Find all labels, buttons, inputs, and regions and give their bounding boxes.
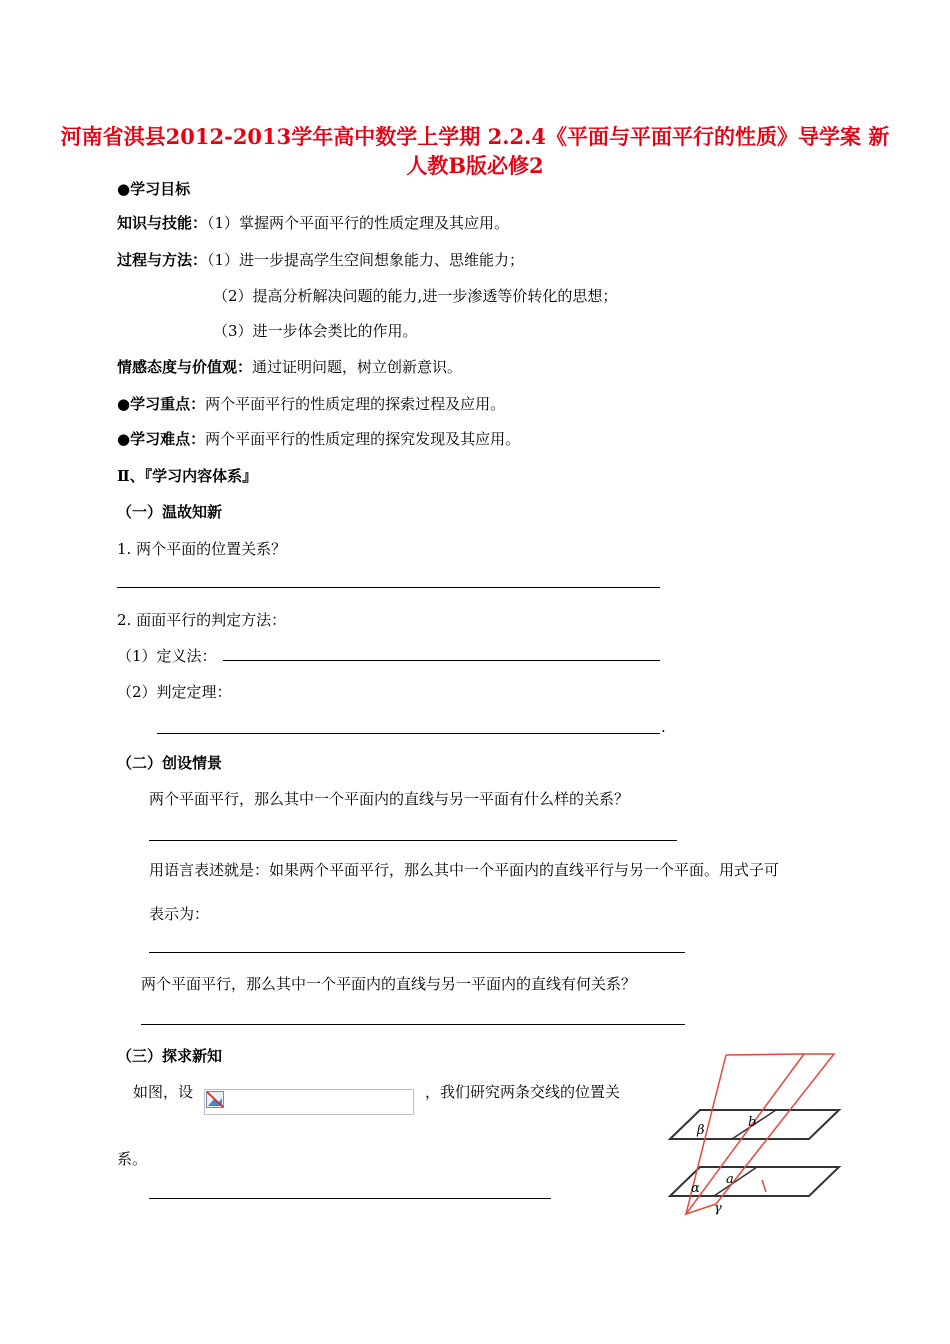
end-period: . [661, 718, 666, 736]
label-beta: β [697, 1123, 705, 1138]
knowledge-text: （1）掌握两个平面平行的性质定理及其应用。 [207, 214, 510, 232]
answer-line [117, 587, 660, 588]
scenario-heading: （二）创设情景 [117, 754, 223, 772]
answer-line [149, 1198, 551, 1199]
document-title: 河南省淇县2012-2013学年高中数学上学期 2.2.4《平面与平面平行的性质》导学案 新人教B版必修2 [60, 124, 890, 178]
process-text-3: （3）进一步体会类比的作用。 [213, 322, 418, 340]
plane-gamma-edge [726, 1054, 804, 1055]
formula-label: 表示为： [149, 905, 210, 923]
answer-line [149, 840, 677, 841]
theorem-label: （2）判定定理： [117, 683, 232, 701]
answer-line [223, 660, 660, 661]
label-alpha: α [691, 1181, 700, 1196]
answer-line [141, 1024, 685, 1025]
emotion-text: 通过证明问题，树立创新意识。 [252, 358, 463, 376]
parallel-planes-figure [664, 1052, 844, 1224]
broken-image-icon [206, 1091, 224, 1108]
scenario-question-2: 两个平面平行，那么其中一个平面内的直线与另一平面内的直线有何关系？ [141, 975, 637, 993]
content-system-heading: Ⅱ、『学习内容体系』 [117, 467, 258, 485]
process-text-1: （1）进一步提高学生空间想象能力、思维能力； [207, 251, 525, 269]
label-a: a [726, 1172, 734, 1187]
knowledge-row [117, 212, 509, 233]
explore-text-start: 如图，设 [133, 1083, 194, 1101]
emotion-label: 情感态度与价值观： [117, 358, 253, 376]
review-question-1: 1. 两个平面的位置关系？ [117, 540, 287, 558]
review-question-2: 2. 面面平行的判定方法： [117, 611, 287, 629]
emotion-row [117, 356, 462, 377]
scenario-question-1: 两个平面平行，那么其中一个平面内的直线与另一平面有什么样的关系？ [149, 790, 630, 808]
plane-gamma [686, 1054, 834, 1214]
process-label: 过程与方法： [117, 251, 208, 269]
knowledge-label: 知识与技能： [117, 214, 208, 232]
key-point-text: 两个平面平行的性质定理的探索过程及应用。 [205, 395, 506, 413]
process-row [117, 249, 524, 270]
process-text-2: （2）提高分析解决问题的能力,进一步渗透等价转化的思想； [213, 287, 618, 305]
intersection-line-a [714, 1167, 757, 1196]
objectives-heading: ●学习目标 [117, 180, 191, 198]
label-b: b [748, 1115, 757, 1130]
answer-line [149, 952, 685, 953]
key-point-label: ●学习重点： [117, 395, 206, 413]
difficulty-text: 两个平面平行的性质定理的探究发现及其应用。 [205, 430, 521, 448]
label-gamma: γ [714, 1201, 722, 1216]
embedded-formula-image [204, 1089, 414, 1115]
explore-text-end: ，我们研究两条交线的位置关 [425, 1083, 621, 1101]
plane-gamma-hidden [762, 1180, 766, 1192]
answer-line [157, 733, 660, 734]
scenario-statement: 用语言表述就是：如果两个平面平行，那么其中一个平面内的直线平行与另一个平面。用式子可 [149, 861, 780, 879]
difficulty-row [117, 428, 520, 449]
review-heading: （一）温故知新 [117, 503, 223, 521]
explore-heading: （三）探求新知 [117, 1047, 223, 1065]
difficulty-label: ●学习难点： [117, 430, 206, 448]
explore-text-cont: 系。 [117, 1150, 148, 1168]
key-point-row [117, 393, 505, 414]
definition-method-label: （1）定义法： [117, 647, 217, 665]
